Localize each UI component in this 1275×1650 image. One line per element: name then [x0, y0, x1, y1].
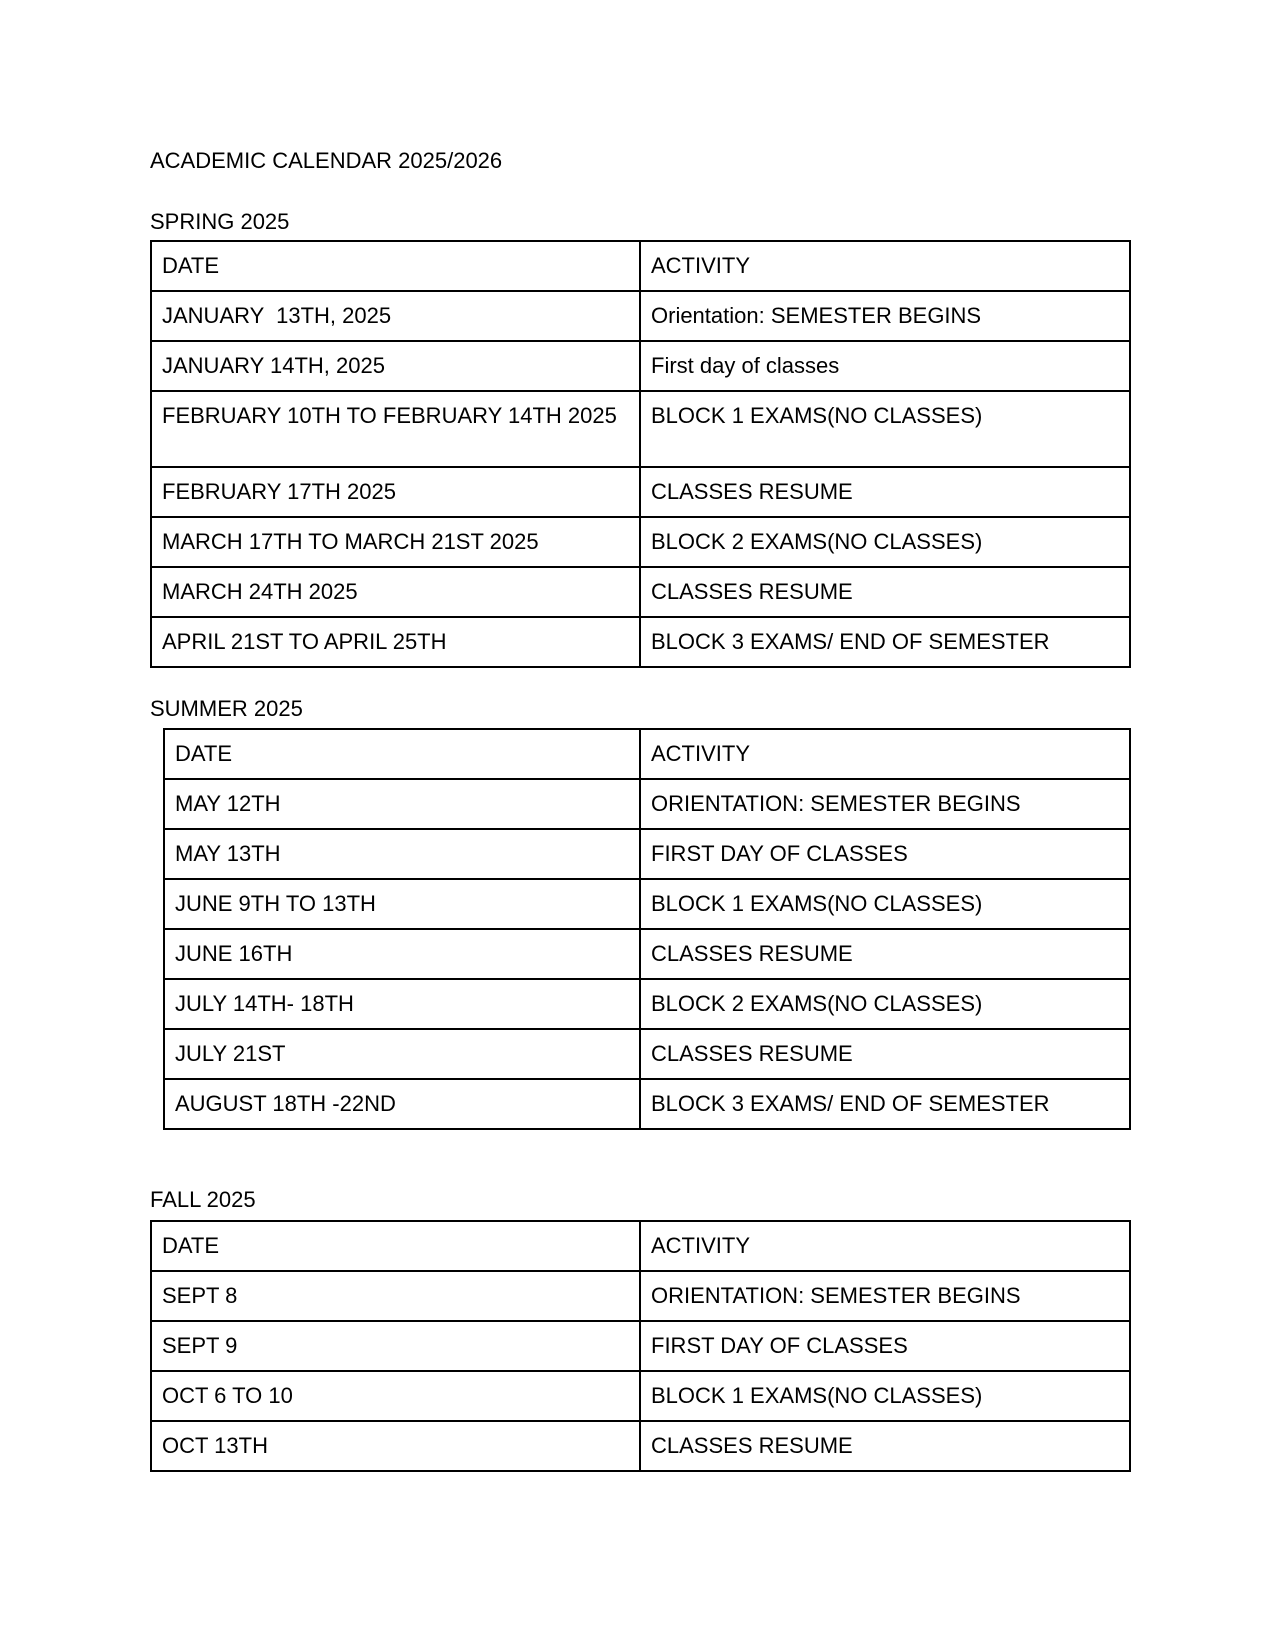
activity-cell: BLOCK 1 EXAMS(NO CLASSES) — [640, 1371, 1130, 1421]
activity-cell: CLASSES RESUME — [640, 1029, 1130, 1079]
activity-cell: FIRST DAY OF CLASSES — [640, 1321, 1130, 1371]
activity-cell: CLASSES RESUME — [640, 467, 1130, 517]
table-row — [164, 1079, 1130, 1129]
document-title: ACADEMIC CALENDAR 2025/2026 — [150, 148, 503, 173]
activity-cell: ORIENTATION: SEMESTER BEGINS — [640, 1271, 1130, 1321]
table-row — [151, 1421, 1130, 1471]
table-row — [151, 391, 1130, 467]
table-row — [164, 979, 1130, 1029]
table-row — [164, 1029, 1130, 1079]
date-cell: AUGUST 18TH -22ND — [164, 1079, 640, 1129]
table-row — [151, 1271, 1130, 1321]
date-cell: JANUARY 14TH, 2025 — [151, 341, 640, 391]
table-row — [151, 617, 1130, 667]
table-row — [151, 291, 1130, 341]
spring-calendar-table — [150, 240, 1131, 668]
date-cell: JUNE 16TH — [164, 929, 640, 979]
activity-cell: BLOCK 1 EXAMS(NO CLASSES) — [640, 879, 1130, 929]
date-cell: MAY 12TH — [164, 779, 640, 829]
activity-cell: ORIENTATION: SEMESTER BEGINS — [640, 779, 1130, 829]
activity-cell: First day of classes — [640, 341, 1130, 391]
activity-column-header: ACTIVITY — [640, 241, 1130, 291]
date-cell: JULY 21ST — [164, 1029, 640, 1079]
fall-calendar-table — [150, 1220, 1131, 1472]
table-row — [151, 567, 1130, 617]
table-header-row — [151, 1221, 1130, 1271]
table-row — [164, 929, 1130, 979]
date-cell: MAY 13TH — [164, 829, 640, 879]
date-cell: SEPT 9 — [151, 1321, 640, 1371]
table-row — [164, 829, 1130, 879]
date-cell: MARCH 24TH 2025 — [151, 567, 640, 617]
table-row — [151, 1371, 1130, 1421]
date-column-header: DATE — [151, 241, 640, 291]
date-cell: SEPT 8 — [151, 1271, 640, 1321]
activity-cell: BLOCK 2 EXAMS(NO CLASSES) — [640, 517, 1130, 567]
table-row — [151, 1321, 1130, 1371]
table-header-row — [164, 729, 1130, 779]
date-cell: FEBRUARY 17TH 2025 — [151, 467, 640, 517]
summer-calendar-table — [163, 728, 1131, 1130]
table-row — [151, 467, 1130, 517]
table-header-row — [151, 241, 1130, 291]
date-cell: JANUARY 13TH, 2025 — [151, 291, 640, 341]
activity-cell: BLOCK 2 EXAMS(NO CLASSES) — [640, 979, 1130, 1029]
table-row — [151, 341, 1130, 391]
date-cell: APRIL 21ST TO APRIL 25TH — [151, 617, 640, 667]
activity-cell: BLOCK 3 EXAMS/ END OF SEMESTER — [640, 1079, 1130, 1129]
date-cell: OCT 13TH — [151, 1421, 640, 1471]
date-cell: JULY 14TH- 18TH — [164, 979, 640, 1029]
date-cell: OCT 6 TO 10 — [151, 1371, 640, 1421]
table-row — [151, 517, 1130, 567]
activity-cell: CLASSES RESUME — [640, 929, 1130, 979]
date-column-header: DATE — [151, 1221, 640, 1271]
activity-cell: BLOCK 1 EXAMS(NO CLASSES) — [640, 391, 1130, 467]
activity-cell: Orientation: SEMESTER BEGINS — [640, 291, 1130, 341]
table-row — [164, 879, 1130, 929]
date-column-header: DATE — [164, 729, 640, 779]
activity-column-header: ACTIVITY — [640, 729, 1130, 779]
summer-section-title: SUMMER 2025 — [150, 696, 303, 721]
activity-cell: CLASSES RESUME — [640, 1421, 1130, 1471]
activity-column-header: ACTIVITY — [640, 1221, 1130, 1271]
spring-section-title: SPRING 2025 — [150, 209, 290, 234]
date-cell: MARCH 17TH TO MARCH 21ST 2025 — [151, 517, 640, 567]
table-row — [164, 779, 1130, 829]
fall-section-title: FALL 2025 — [150, 1187, 256, 1212]
activity-cell: CLASSES RESUME — [640, 567, 1130, 617]
date-cell: JUNE 9TH TO 13TH — [164, 879, 640, 929]
activity-cell: FIRST DAY OF CLASSES — [640, 829, 1130, 879]
activity-cell: BLOCK 3 EXAMS/ END OF SEMESTER — [640, 617, 1130, 667]
date-cell: FEBRUARY 10TH TO FEBRUARY 14TH 2025 — [151, 391, 640, 467]
